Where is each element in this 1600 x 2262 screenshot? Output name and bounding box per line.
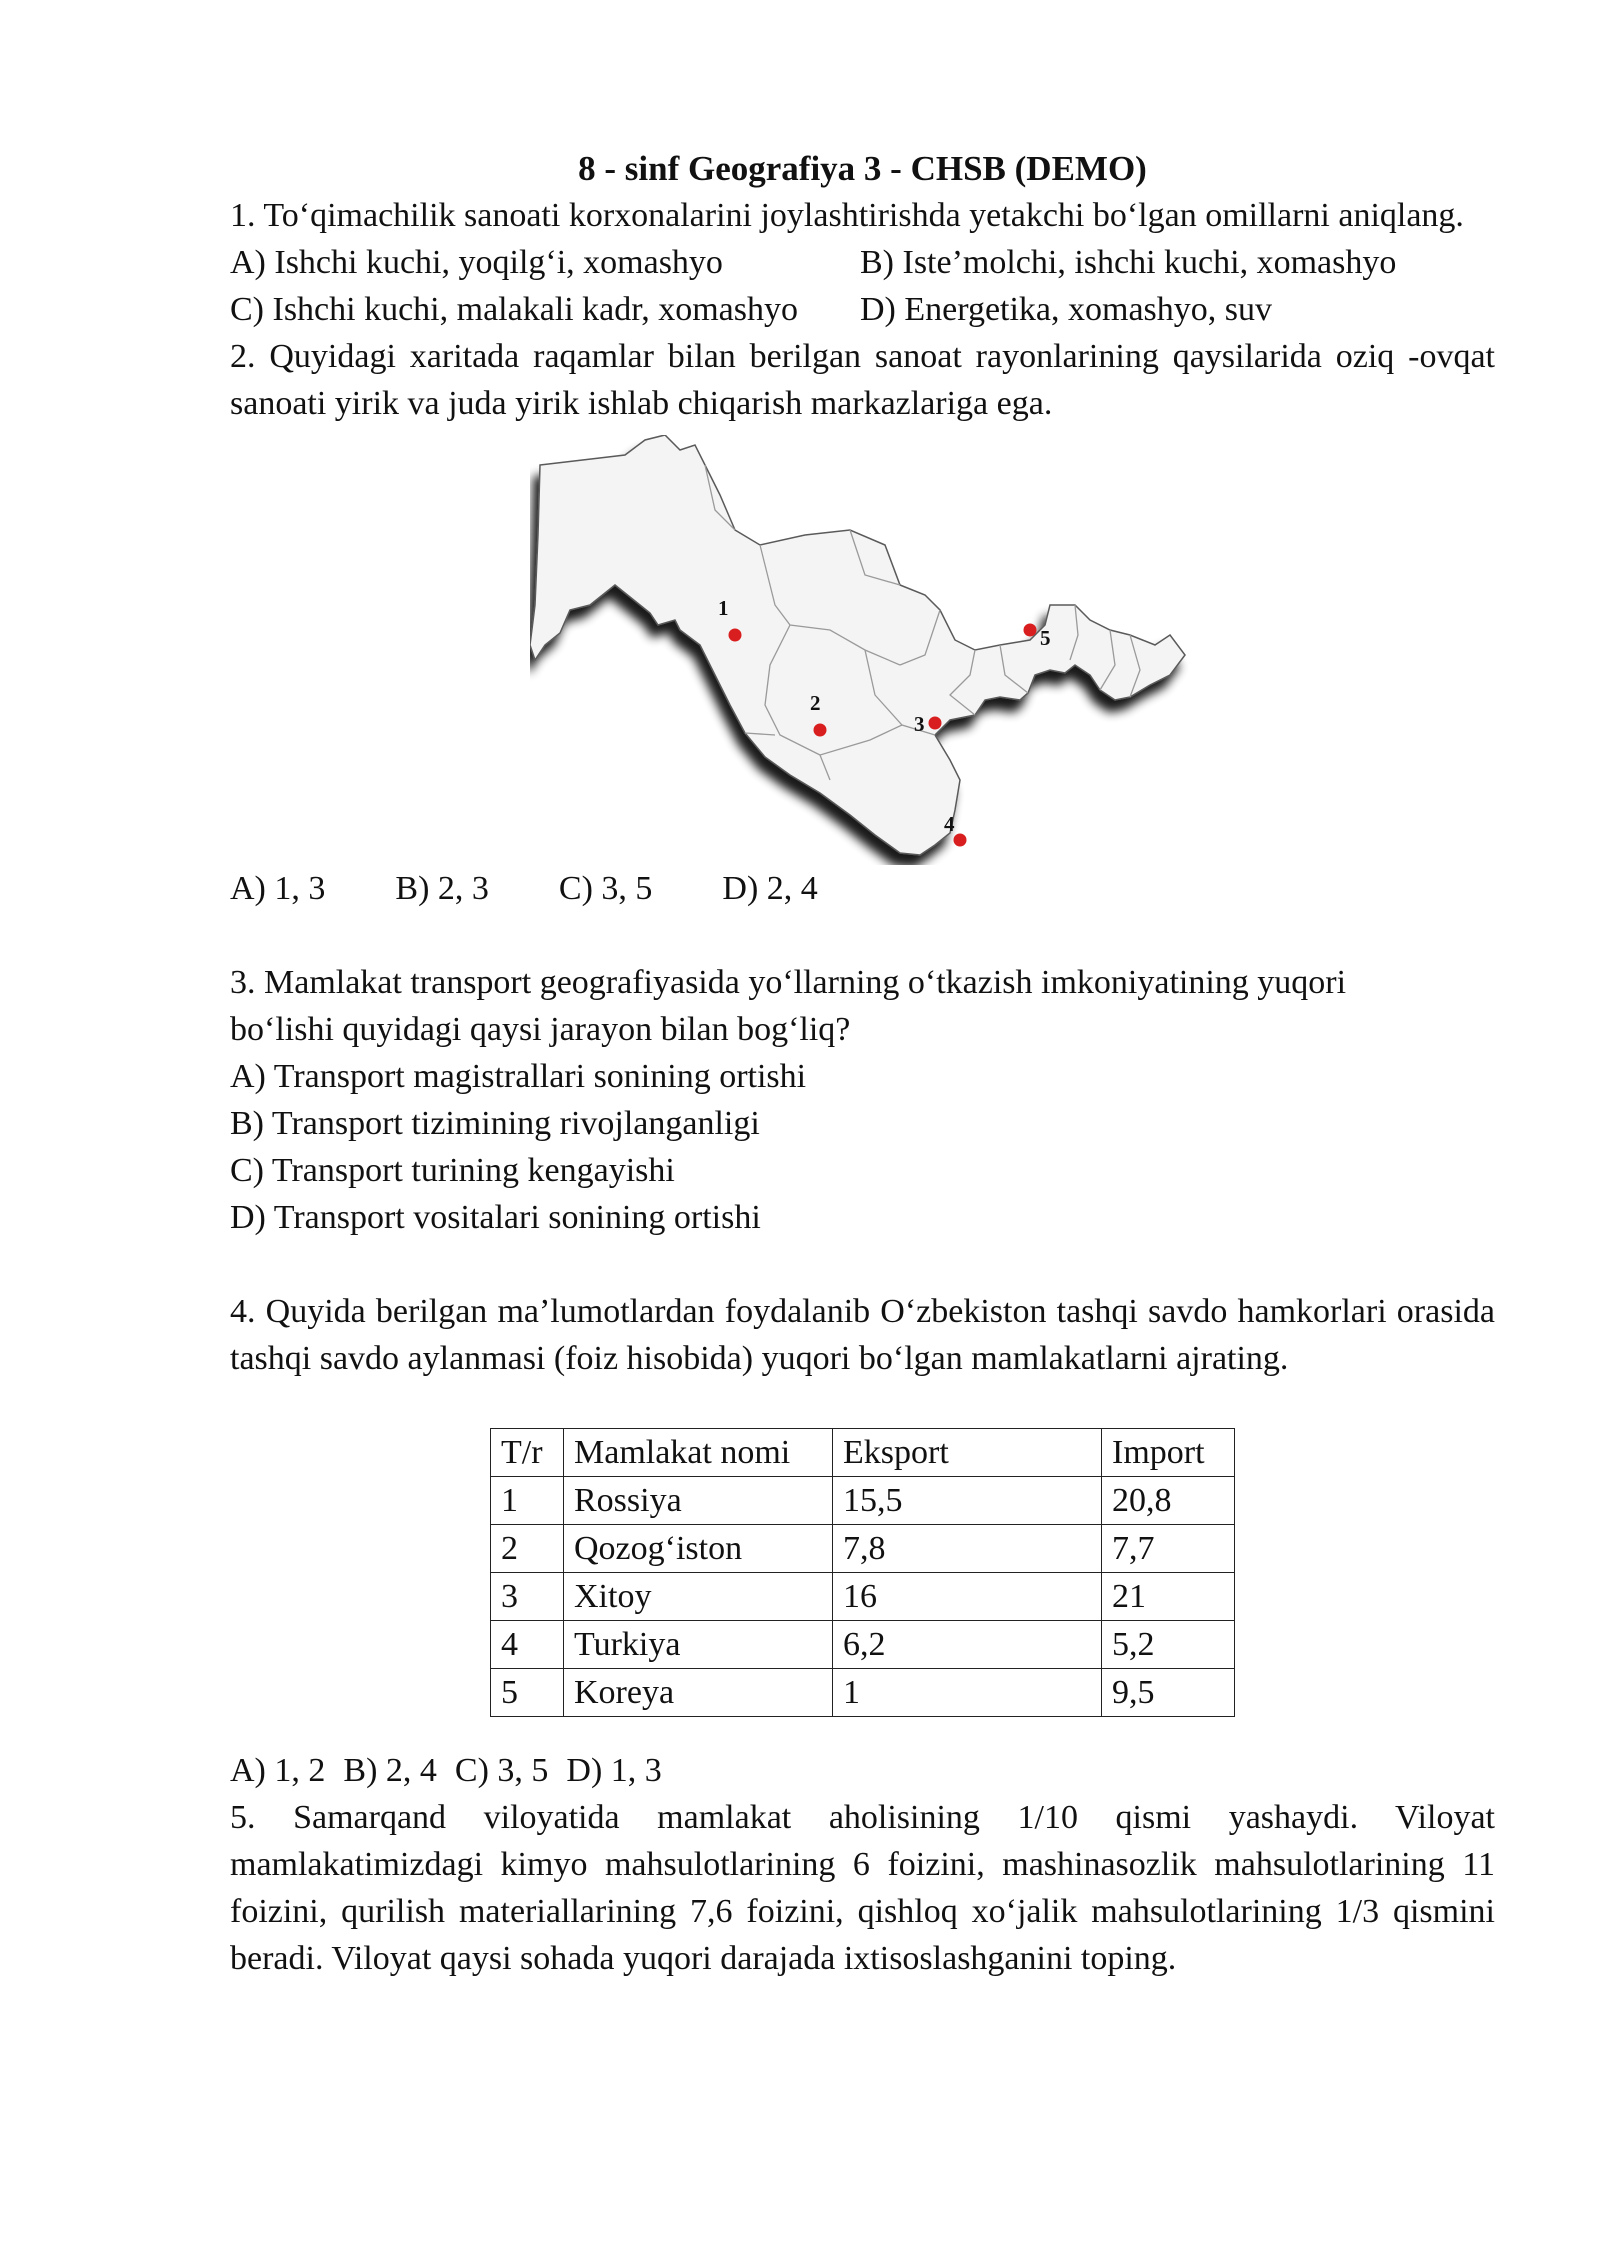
- table-cell: Turkiya: [564, 1621, 833, 1669]
- table-cell: 21: [1102, 1573, 1235, 1621]
- table-cell: Xitoy: [564, 1573, 833, 1621]
- question-1-option-b: B) Iste’molchi, ishchi kuchi, xomashyo: [860, 244, 1397, 281]
- question-2-option-d: D) 2, 4: [722, 870, 818, 907]
- page-title: 8 - sinf Geografiya 3 - CHSB (DEMO): [578, 149, 1147, 188]
- table-cell: 7,8: [833, 1525, 1102, 1573]
- map-illustration: [530, 435, 1230, 865]
- question-5-text: 5. Samarqand viloyatida mamlakat aholisining 1/10 qismi yashaydi. Viloyat mamlakatimizdagi kimyo mahsulotlarining 6 foizini, mashinasozlik mahsulotlarining 11 foizini, qurilish materiallarining 7,6 foizini, qishloq xo‘jalik mahsulotlarining 1/3 qismini beradi. Viloyat qaysi sohada yuqori darajada ixtisoslashganini toping.: [230, 1799, 1495, 1977]
- question-2-option-b: B) 2, 3: [395, 870, 489, 907]
- table-cell: 7,7: [1102, 1525, 1235, 1573]
- table-cell: 5: [491, 1669, 564, 1717]
- question-1-option-c: C) Ishchi kuchi, malakali kadr, xomashyo: [230, 291, 799, 328]
- map-marker-4: [954, 834, 967, 847]
- table-cell: 1: [833, 1669, 1102, 1717]
- table-cell: 3: [491, 1573, 564, 1621]
- map-label-1: 1: [718, 596, 729, 620]
- spacer: [230, 912, 1495, 959]
- question-4-text: 4. Quyida berilgan ma’lumotlardan foydalanib O‘zbekiston tashqi savdo hamkorlari orasida tashqi savdo aylanmasi (foiz hisobida) yuqori bo‘lgan mamlakatlarni ajrating.: [230, 1293, 1495, 1377]
- map-label-4: 4: [944, 812, 955, 836]
- table-cell: 20,8: [1102, 1477, 1235, 1525]
- question-1-option-d: D) Energetika, xomashyo, suv: [860, 291, 1273, 328]
- table-header-row: [491, 1429, 1235, 1477]
- question-2-text: 2. Quyidagi xaritada raqamlar bilan berilgan sanoat rayonlarining qaysilarida oziq -ovqat sanoati yirik va juda yirik ishlab chiqarish markazlariga ega.: [230, 338, 1495, 422]
- table-cell: Qozog‘iston: [564, 1525, 833, 1573]
- spacer: [230, 1241, 1495, 1288]
- question-3-option-c: C) Transport turining kengayishi: [230, 1152, 675, 1189]
- table-row: [491, 1573, 1235, 1621]
- map-marker-2: [814, 724, 827, 737]
- question-1-options-row-2: [230, 286, 1495, 333]
- question-3-option-d: D) Transport vositalari sonining ortishi: [230, 1199, 761, 1236]
- trade-table: [490, 1428, 1235, 1717]
- table-cell: Rossiya: [564, 1477, 833, 1525]
- question-4-options: [230, 1747, 1495, 1794]
- table-row: [491, 1477, 1235, 1525]
- table-cell: Koreya: [564, 1669, 833, 1717]
- map-label-5: 5: [1040, 626, 1051, 650]
- table-header-cell: T/r: [491, 1429, 564, 1477]
- map-marker-3: [929, 717, 942, 730]
- map-marker-1: [729, 629, 742, 642]
- table-header-cell: Eksport: [833, 1429, 1102, 1477]
- question-1-text: 1. To‘qimachilik sanoati korxonalarini joylashtirishda yetakchi bo‘lgan omillarni aniqlang.: [230, 197, 1464, 234]
- uzbekistan-map: [530, 435, 1230, 865]
- question-3-option-a: A) Transport magistrallari sonining ortishi: [230, 1058, 807, 1095]
- question-3-line-2: bo‘lishi quyidagi qaysi jarayon bilan bog‘liq?: [230, 1011, 851, 1048]
- table-cell: 6,2: [833, 1621, 1102, 1669]
- map-marker-5: [1024, 624, 1037, 637]
- question-1-options-row-1: [230, 239, 1495, 286]
- question-4-option-d: D) 1, 3: [566, 1752, 662, 1789]
- map-label-3: 3: [914, 712, 925, 736]
- question-3-line-1: 3. Mamlakat transport geografiyasida yo‘llarning o‘tkazish imkoniyatining yuqori: [230, 964, 1347, 1001]
- map-label-2: 2: [810, 691, 821, 715]
- question-4-option-c: C) 3, 5: [454, 1752, 549, 1789]
- table-cell: 5,2: [1102, 1621, 1235, 1669]
- question-3-option-b: B) Transport tizimining rivojlanganligi: [230, 1105, 760, 1142]
- question-1-option-a: A) Ishchi kuchi, yoqilg‘i, xomashyo: [230, 244, 723, 281]
- table-cell: 4: [491, 1621, 564, 1669]
- table-header-cell: Import: [1102, 1429, 1235, 1477]
- table-row: [491, 1621, 1235, 1669]
- question-2-option-c: C) 3, 5: [558, 870, 653, 907]
- table-cell: 2: [491, 1525, 564, 1573]
- document-page: [230, 145, 1495, 1982]
- table-row: [491, 1669, 1235, 1717]
- table-row: [491, 1525, 1235, 1573]
- table-cell: 15,5: [833, 1477, 1102, 1525]
- table-cell: 9,5: [1102, 1669, 1235, 1717]
- question-4-option-a: A) 1, 2: [230, 1752, 326, 1789]
- question-4-option-b: B) 2, 4: [343, 1752, 437, 1789]
- table-cell: 1: [491, 1477, 564, 1525]
- question-2-options: [230, 865, 1495, 912]
- table-header-cell: Mamlakat nomi: [564, 1429, 833, 1477]
- question-2-option-a: A) 1, 3: [230, 870, 326, 907]
- table-cell: 16: [833, 1573, 1102, 1621]
